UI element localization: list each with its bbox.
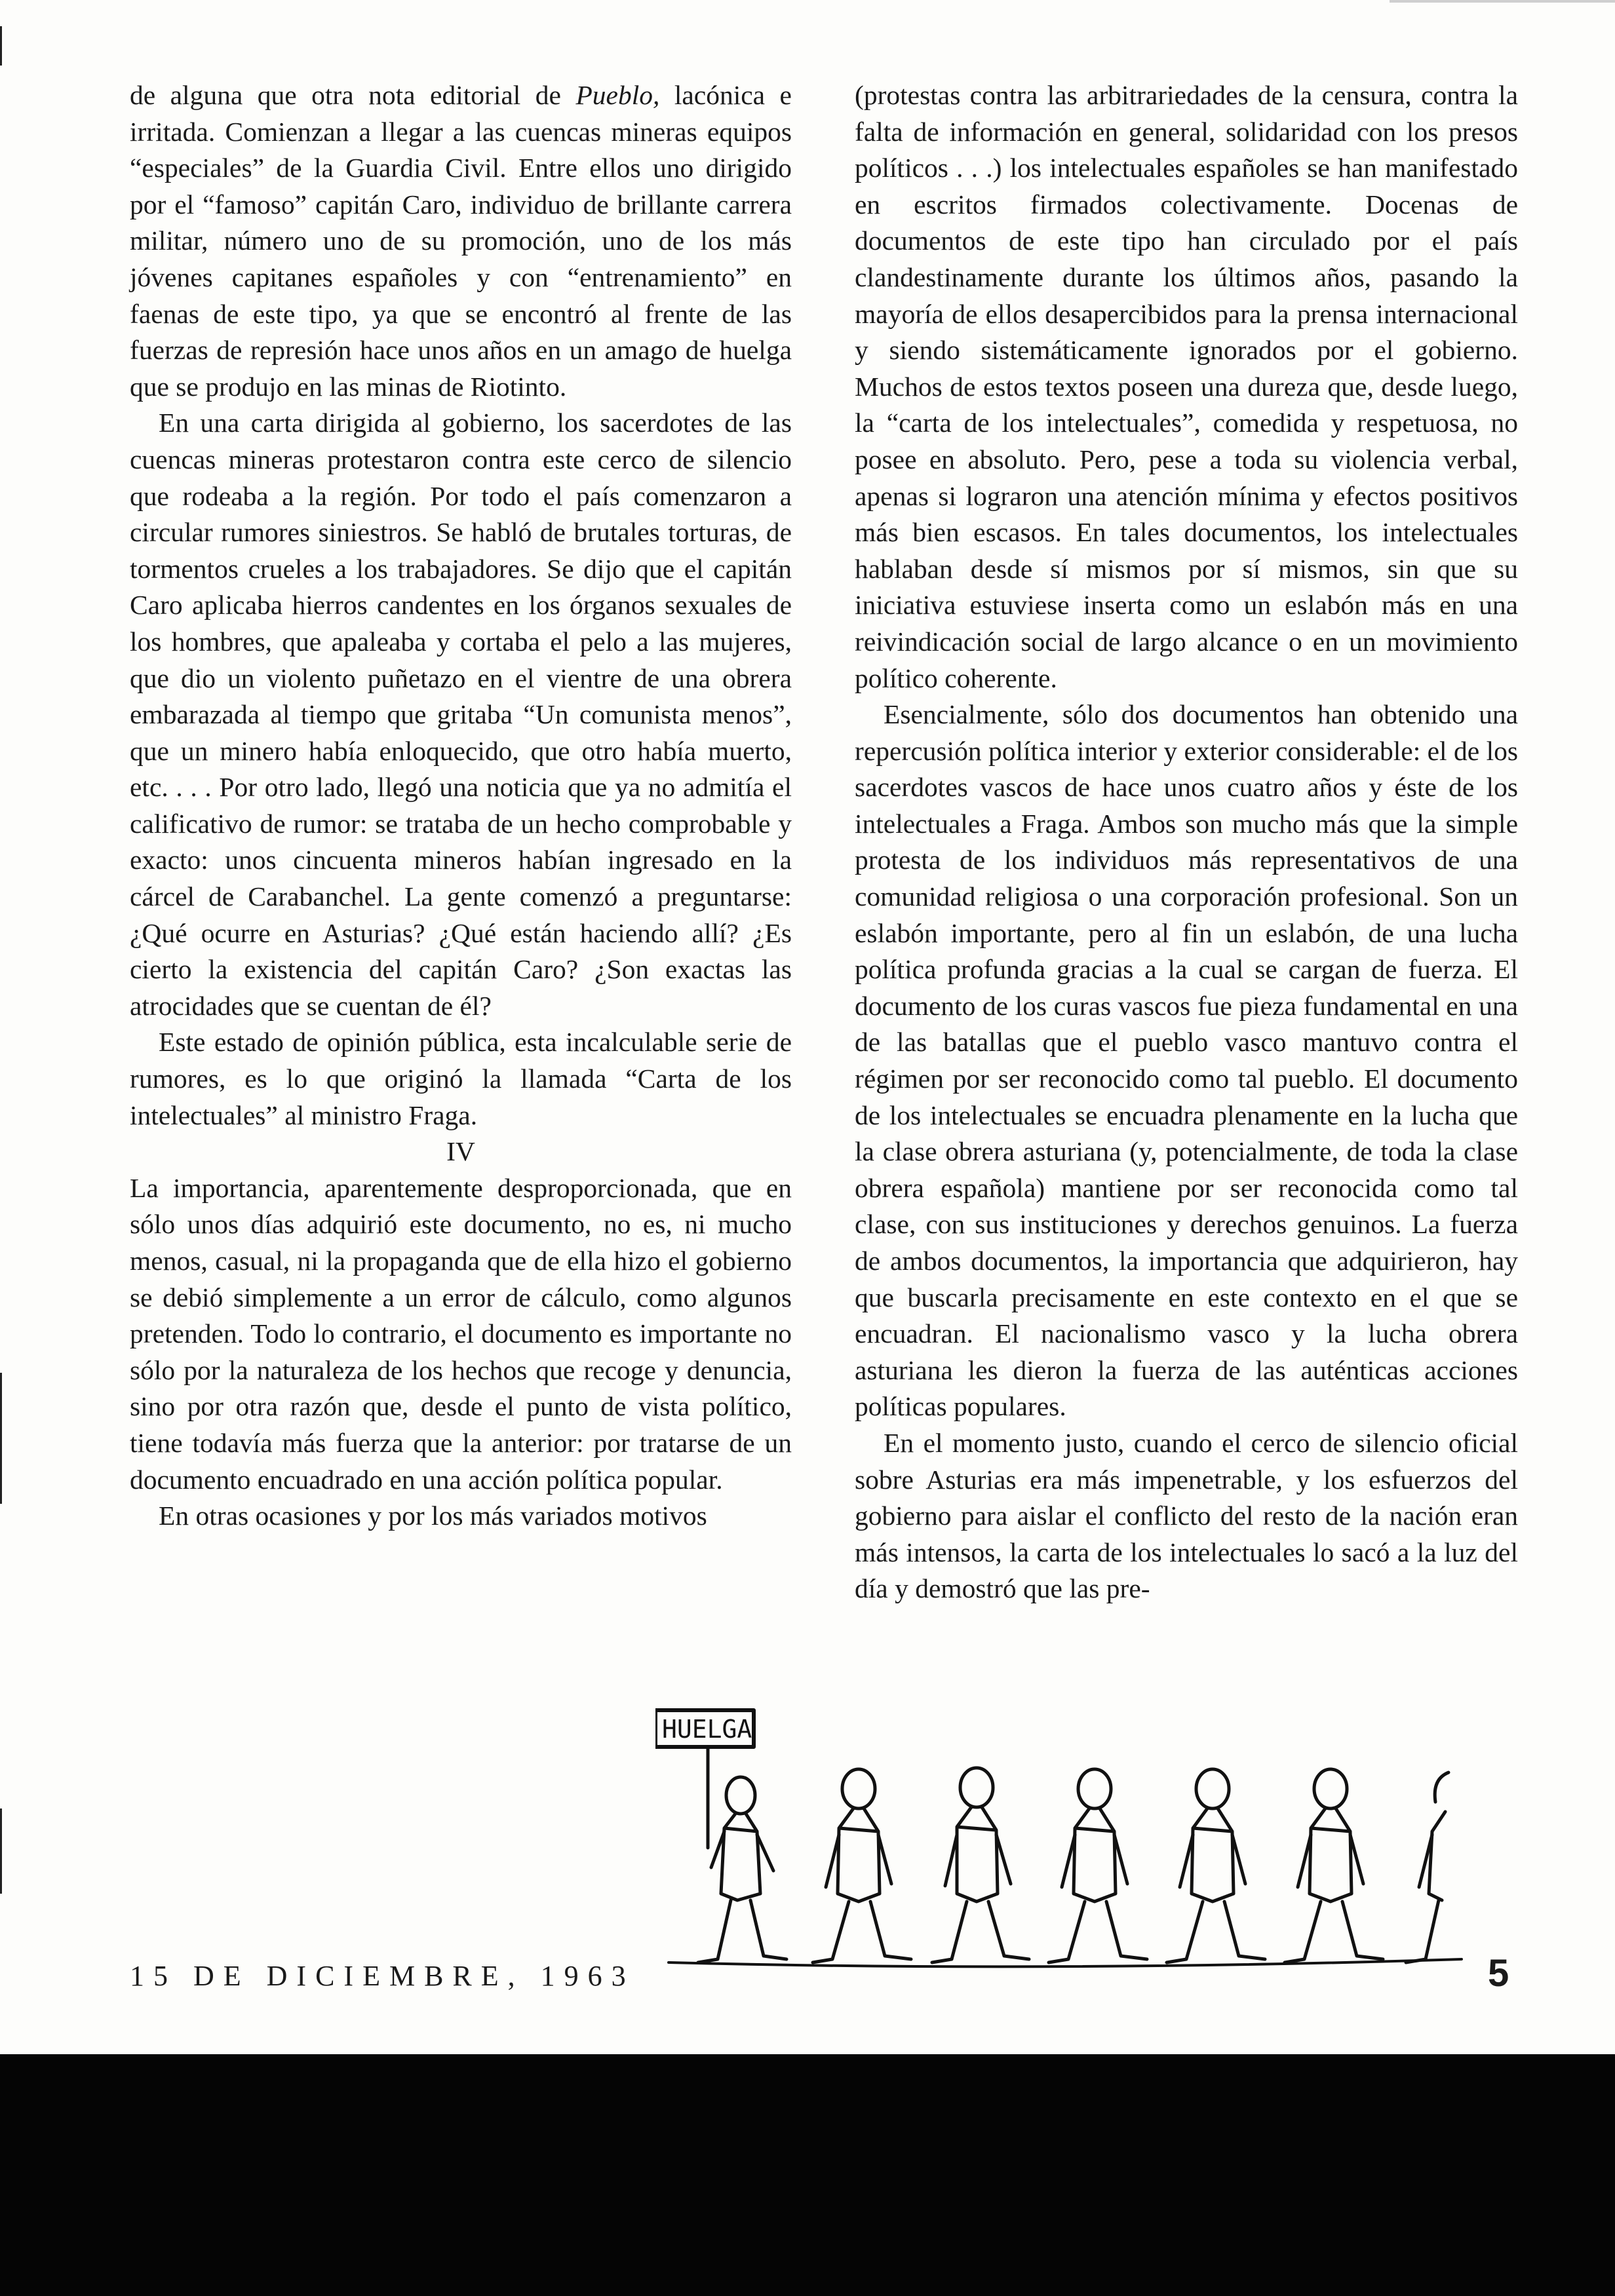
marching-figure: [698, 1777, 787, 1962]
publication-name: Pueblo,: [575, 80, 660, 110]
paragraph: En una carta dirigida al gobierno, los sacerdotes de las cuencas mineras protestaron contra este cerco de silencio que rodeaba a la región. Por todo el país comenzaron a circular rumores siniestros. Se habló de brutales torturas, de tormentos crueles a los trabajadores. Se dijo que el capitán Caro aplicaba hierros candentes en los órganos sexuales de los hombres, que apaleaba y cortaba el pelo a las mujeres, que dio un violento puñetazo en el vientre de una obrera embarazada al tiempo que gritaba “Un comunista menos”, que un minero había enloquecido, que otro había muerto, etc. . . . Por otro lado, llegó una noticia que ya no admitía el calificativo de rumor: se trataba de un hecho comprobable y exacto: unos cincuenta mineros habían ingresado en la cárcel de Carabanchel. La gente comenzó a preguntarse: ¿Qué ocurre en Asturias? ¿Qué están haciendo allí? ¿Es cierto la existencia del capitán Caro? ¿Son exactas las atrocidades que se cuentan de él?: [130, 408, 792, 1021]
protest-sign: [655, 1710, 754, 1848]
paragraph: En el momento justo, cuando el cerco de silencio oficial sobre Asturias era más impenetrable, y los esfuerzos del gobierno para aislar el conflicto del resto de la nación eran más intensos, la carta de los intelectuales lo sacó a la luz del día y demostró que las pre-: [855, 1427, 1518, 1604]
marching-workers-illustration: [655, 1697, 1468, 1992]
margin-mark: [0, 26, 2, 66]
marching-figure: [1285, 1769, 1383, 1962]
paragraph: de alguna que otra nota editorial de Pueblo, lacónica e irritada. Comienzan a llegar a las cuencas mineras equipos “especiales” de la Guardia Civil. Entre ellos uno dirigido por el “famoso” capitán Caro, individuo de brillante carrera militar, número uno de su promoción, uno de los más jóvenes capitanes españoles y con “entrenamiento” en faenas de este tipo, ya que se encontró al frente de las fuerzas de represión hace unos años en un amago de huelga que se produjo en las minas de Riotinto.: [130, 80, 792, 402]
paragraph: Esencialmente, sólo dos documentos han obtenido una repercusión política interior y exterior considerable: el de los sacerdotes vascos de hace unos cuatro años y éste de los intelectuales a Fraga. Ambos son mucho más que la simple protesta de los individuos más representativos de una comunidad religiosa o una corporación profesional. Son un eslabón importante, pero al fin un eslabón, de una lucha política profunda gracias a la cual se cargan de fuerza. El documento de los curas vascos fue pieza fundamental en una de las batallas que el pueblo vasco mantuvo contra el régimen por ser reconocido como tal pueblo. El documento de los intelectuales se encuadra plenamente en la lucha que la clase obrera asturiana (y, potencialmente, de toda la clase obrera española) mantiene por ser reconocida como tal clase, con sus instituciones y derechos genuinos. La fuerza de ambos documentos, la importancia que adquirieron, hay que buscarla precisamente en este contexto en el que se encuadran. El nacionalismo vasco y la lucha obrera asturiana les dieron la fuerza de las auténticas acciones políticas populares.: [855, 699, 1518, 1422]
page-number: 5: [1488, 1952, 1509, 1995]
issue-date: 15 DE DICIEMBRE, 1963: [130, 1960, 635, 1992]
paragraph: (protestas contra las arbitrariedades de la censura, contra la falta de información en general, solidaridad con los presos políticos . . .) los intelectuales españoles se han manifestado en escritos firmados colectivamente. Docenas de documentos de este tipo han circulado por el país clandestinamente durante los últimos años, pasando la mayoría de ellos desapercibidos para la prensa internacional y siendo sistemáticamente ignorados por el gobierno. Muchos de estos textos poseen una dureza que, desde luego, la “carta de los intelectuales”, comedida y respetuosa, no posee en absoluto. Pero, pese a toda su violencia verbal, apenas si lograron una atención mínima y efectos positivos más bien escasos. En tales documentos, los intelectuales hablaban desde sí mismos por sí mismos, sin que su iniciativa estuviese inserta como un eslabón más en una reivindicación social de largo alcance o en un movimiento político coherente.: [855, 80, 1518, 693]
marching-figure-partial: [1406, 1772, 1449, 1962]
marching-figure: [1049, 1769, 1147, 1962]
margin-mark: [0, 1373, 2, 1504]
paragraph: Este estado de opinión pública, esta incalculable serie de rumores, es lo que originó la llamada “Carta de los intelectuales” al ministro Fraga.: [130, 1027, 792, 1130]
sign-text: HUELGA: [662, 1715, 752, 1744]
page-edge-line: [1390, 0, 1615, 3]
right-column: [855, 77, 1518, 1607]
left-column: [130, 77, 792, 1535]
marching-figure: [813, 1769, 911, 1962]
marching-figure: [1167, 1769, 1265, 1962]
scan-bottom-band: [0, 2054, 1615, 2296]
section-heading: IV: [446, 1136, 475, 1167]
paragraph: La importancia, aparentemente desproporcionada, que en sólo unos días adquirió este documento, no es, ni mucho menos, casual, ni la propaganda que de ella hizo el gobierno se debió simplemente a un error de cálculo, como algunos pretenden. Todo lo contrario, el documento es importante no sólo por la naturaleza de los hechos que recoge y denuncia, sino por otra razón que, desde el punto de vista político, tiene todavía más fuerza que la anterior: por tratarse de un documento encuadrado en una acción política popular.: [130, 1172, 792, 1495]
margin-mark: [0, 1808, 2, 1894]
paragraph: En otras ocasiones y por los más variados motivos: [159, 1501, 707, 1531]
marching-figure: [932, 1768, 1029, 1962]
